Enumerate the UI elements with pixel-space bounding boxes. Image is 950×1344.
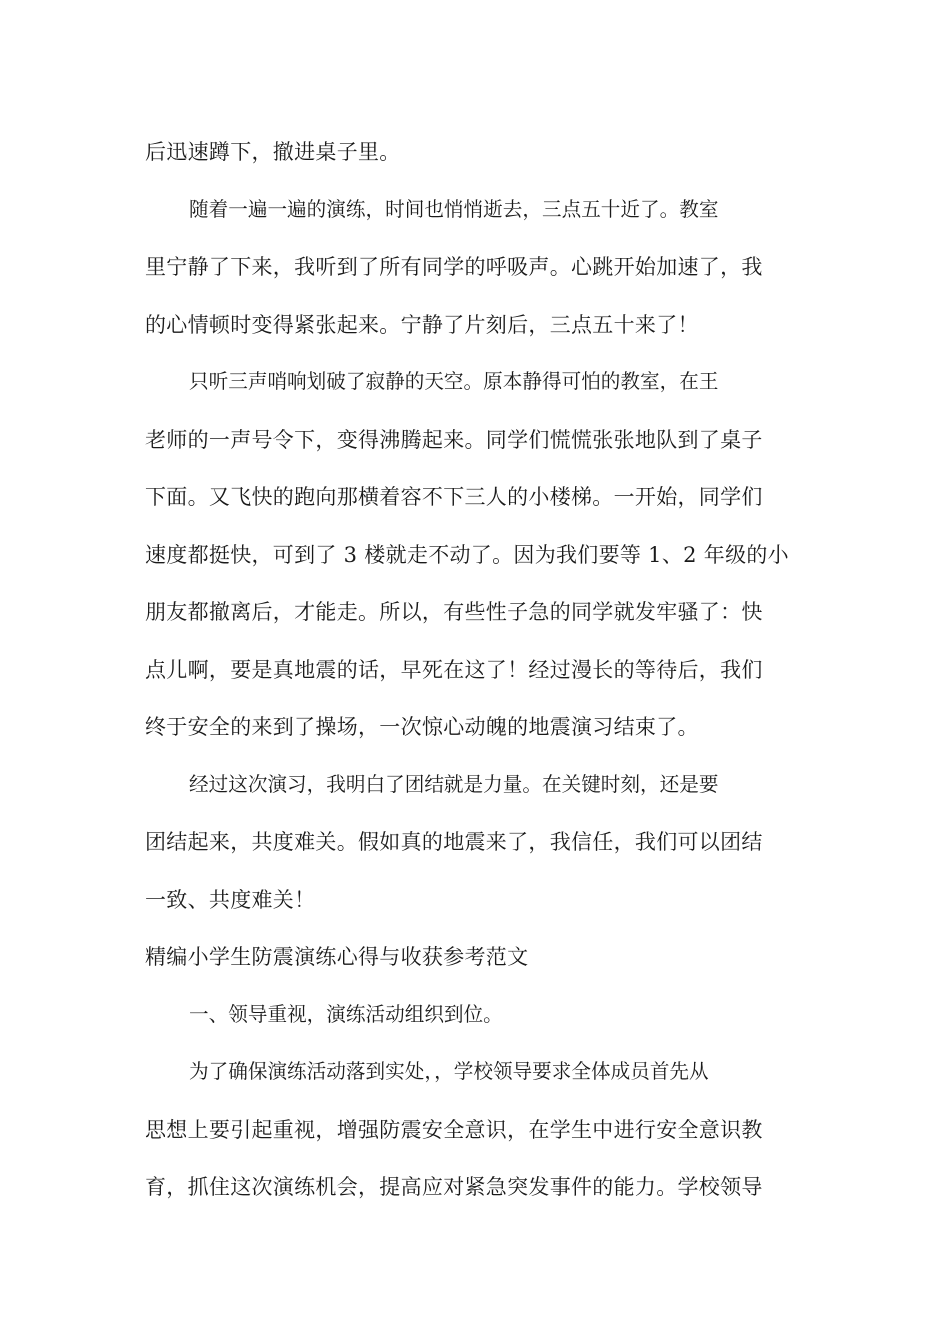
text-line-17: 为了确保演练活动落到实处，，学校领导要求全体成员首先从 [189,1060,709,1083]
text-line-12: 经过这次演习，我明白了团结就是力量。在关键时刻，还是要 [189,773,719,796]
text-line-9: 朋友都撤离后，才能走。所以，有些性子急的同学就发牢骚了：快 [145,600,763,624]
text-line-5: 只听三声哨响划破了寂静的天空。原本静得可怕的教室，在王 [189,370,719,393]
text-line-6: 老师的一声号令下，变得沸腾起来。同学们慌慌张张地队到了桌子 [145,428,763,452]
text-line-1: 后迅速蹲下，撤进桌子里。 [145,140,401,164]
section-title: 精编小学生防震演练心得与收获参考范文 [145,945,529,969]
text-line-13: 团结起来，共度难关。假如真的地震来了，我信任，我们可以团结 [145,830,763,854]
text-line-3: 里宁静了下来，我听到了所有同学的呼吸声。心跳开始加速了，我 [145,255,763,279]
text-line-14: 一致、共度难关！ [145,888,316,912]
text-line-10: 点儿啊，要是真地震的话，早死在这了！经过漫长的等待后，我们 [145,658,763,682]
text-line-2: 随着一遍一遍的演练，时间也悄悄逝去，三点五十近了。教室 [189,198,719,221]
text-line-11: 终于安全的来到了操场，一次惊心动魄的地震演习结束了。 [145,715,699,739]
text-line-7: 下面。又飞快的跑向那横着容不下三人的小楼梯。一开始，同学们 [145,485,763,509]
text-line-8: 速度都挺快，可到了 3 楼就走不动了。因为我们要等 1、2 年级的小 [145,543,789,567]
section-heading-1: 一、领导重视，演练活动组织到位。 [189,1003,503,1026]
text-line-18: 思想上要引起重视，增强防震安全意识，在学生中进行安全意识教 [145,1118,763,1142]
text-line-19: 育，抓住这次演练机会，提高应对紧急突发事件的能力。学校领导 [145,1175,763,1199]
text-line-4: 的心情顿时变得紧张起来。宁静了片刻后，三点五十来了！ [145,313,699,337]
